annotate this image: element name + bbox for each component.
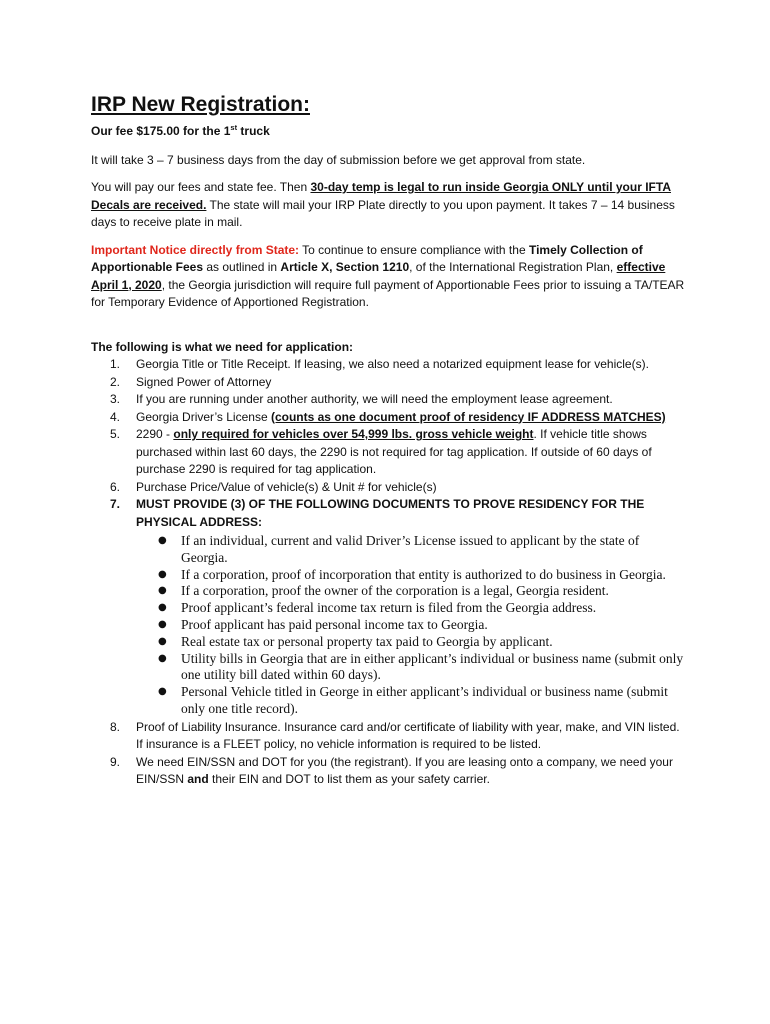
item-text: Signed Power of Attorney [136, 374, 272, 389]
requirement-item-3 [91, 391, 686, 409]
bullet-icon: ● [158, 618, 167, 630]
residency-text: Personal Vehicle titled in George in either applicant’s individual or business name (submit only one title record). [181, 684, 668, 716]
residency-item-8 [136, 684, 686, 718]
residency-text: Proof applicant has paid personal income tax to Georgia. [181, 616, 488, 632]
residency-item-4 [136, 600, 686, 617]
residency-text: If a corporation, proof of incorporation that entity is authorized to do business in Georgia. [181, 566, 666, 582]
residency-text: Real estate tax or personal property tax paid to Georgia by applicant. [181, 633, 553, 649]
bullet-icon: ● [158, 602, 167, 614]
item-emphasis: and [187, 772, 209, 787]
residency-item-5 [136, 617, 686, 634]
item-text: Purchase Price/Value of vehicle(s) & Unit # for vehicle(s) [136, 479, 437, 494]
residency-item-2 [136, 567, 686, 584]
residency-item-1 [136, 533, 686, 567]
bullet-icon: ● [158, 535, 167, 546]
fees-text-c: The state will mail your IRP Plate directly to you upon payment. It takes 7 – 14 business days to receive plate in mail. [91, 197, 675, 229]
document-page [91, 92, 686, 789]
item-number: 2. [110, 374, 121, 389]
bullet-icon: ● [158, 635, 167, 647]
residency-item-3 [136, 583, 686, 600]
spacer [91, 322, 686, 339]
notice-text-a: To continue to ensure compliance with the [299, 242, 529, 257]
notice-label: Important Notice directly from State: [91, 242, 300, 257]
state-notice-paragraph [91, 242, 686, 312]
residency-text: If a corporation, proof the owner of the corporation is a legal, Georgia resident. [181, 583, 609, 599]
residency-item-7 [136, 651, 686, 685]
notice-text-b: Timely Collection of Apportionable Fees [91, 242, 643, 274]
processing-time-paragraph: It will take 3 – 7 business days from the day of submission before we get approval from state. [91, 152, 586, 167]
fees-paragraph [91, 179, 686, 232]
item-text-tail: their EIN and DOT to list them as your safety carrier. [208, 772, 490, 787]
residency-text: If an individual, current and valid Driver’s License issued to applicant by the state of Georgia. [181, 533, 640, 565]
page-title: IRP New Registration: [91, 93, 310, 116]
bullet-icon: ● [158, 568, 167, 580]
requirement-item-1 [91, 356, 686, 374]
fee-text: Our fee $175.00 for the 1 [91, 124, 231, 138]
item-text: MUST PROVIDE (3) OF THE FOLLOWING DOCUMENTS TO PROVE RESIDENCY FOR THE PHYSICAL ADDRESS: [136, 497, 645, 529]
item-number: 4. [110, 409, 121, 424]
item-number: 1. [110, 357, 121, 371]
fees-text-a: You will pay our fees and state fee. Then [91, 180, 311, 194]
requirement-item-8 [91, 719, 686, 754]
temp-permit-notice: 30-day temp is legal to run inside Georgia ONLY until your IFTA Decals are received. [91, 180, 671, 212]
residency-text: Proof applicant’s federal income tax return is filed from the Georgia address. [181, 600, 597, 616]
item-text: Georgia Driver’s License [136, 409, 271, 424]
bullet-icon: ● [158, 585, 167, 597]
item-emphasis: only required for vehicles over 54,999 lbs. gross vehicle weight [173, 427, 534, 441]
residency-item-6 [136, 634, 686, 651]
notice-text-c: as outlined in [203, 260, 281, 274]
item-number: 5. [110, 427, 121, 441]
item-number: 7. [110, 497, 121, 511]
notice-text-e: , of the International Registration Plan, [409, 260, 617, 274]
item-emphasis: (counts as one document proof of residency IF ADDRESS MATCHES) [270, 409, 666, 424]
requirement-item-5 [91, 426, 686, 479]
requirement-item-6 [91, 479, 686, 497]
requirements-heading: The following is what we need for application: [91, 339, 354, 354]
residency-documents-list [136, 533, 686, 718]
fee-line [91, 123, 686, 141]
requirement-item-2 [91, 374, 686, 392]
item-number: 9. [110, 754, 121, 769]
requirement-item-9 [91, 754, 686, 789]
residency-text: Utility bills in Georgia that are in either applicant’s individual or business name (submit only one utility bill dated within 60 days). [181, 650, 684, 683]
item-number: 6. [110, 479, 121, 494]
requirements-list [91, 356, 686, 789]
item-text: 2290 - [136, 427, 174, 441]
item-text: We need EIN/SSN and DOT for you (the registrant). If you are leasing onto a company, we need your EIN/SSN [136, 754, 673, 787]
item-text: If you are running under another authority, we will need the employment lease agreement. [136, 392, 613, 406]
bullet-icon: ● [158, 686, 167, 698]
notice-text-g: , the Georgia jurisdiction will require full payment of Apportionable Fees prior to issuing a TA/TEAR for Temporary Evidence of Apportioned Registration. [91, 277, 685, 309]
fee-superscript: st [230, 123, 238, 132]
item-number: 3. [110, 392, 121, 406]
fee-tail: truck [237, 124, 270, 138]
requirement-item-7 [91, 496, 686, 718]
notice-text-f: effective April 1, 2020 [91, 260, 666, 292]
item-number: 8. [110, 719, 121, 734]
notice-text-d: Article X, Section 1210 [280, 260, 410, 274]
item-text: Proof of Liability Insurance. Insurance card and/or certificate of liability with year, make, and VIN listed. If insurance is a FLEET policy, no vehicle information is required to be listed. [136, 719, 680, 752]
item-text: Georgia Title or Title Receipt. If leasing, we also need a notarized equipment lease for vehicle(s). [136, 357, 649, 371]
requirement-item-4 [91, 409, 686, 427]
item-text-tail: . If vehicle title shows purchased within last 60 days, the 2290 is not required for tag application. If outside of 60 days of purchase 2290 is required for tag application. [136, 427, 652, 476]
bullet-icon: ● [158, 652, 167, 664]
